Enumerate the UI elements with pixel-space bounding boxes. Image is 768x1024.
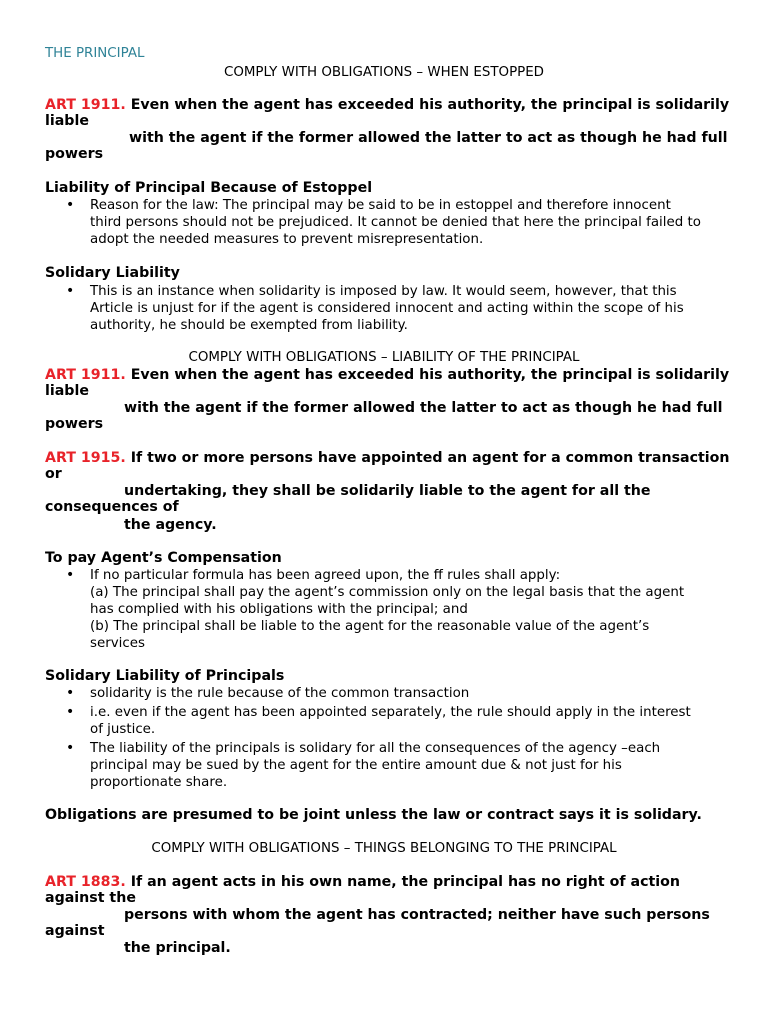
presumption-statement: Obligations are presumed to be joint unless the law or contract says it is solidary. (45, 807, 702, 823)
list-item: Reason for the law: The principal may be said to be in estoppel and therefore innocent (90, 198, 671, 213)
section-heading-liability: COMPLY WITH OBLIGATIONS – LIABILITY OF THE PRINCIPAL (188, 350, 580, 365)
article-number: ART 1883. (45, 874, 126, 890)
subheading-principals: Solidary Liability of Principals (45, 668, 285, 684)
list-item: solidarity is the rule because of the common transaction (90, 686, 470, 701)
art-1915-paragraph: ART 1915. If two or more persons have appointed an agent for a common transaction (45, 450, 730, 466)
section-heading-estopped: COMPLY WITH OBLIGATIONS – WHEN ESTOPPED (223, 65, 544, 80)
bullet-icon: • (66, 704, 75, 720)
article-number: ART 1911. (45, 367, 126, 383)
art-1911-paragraph-2: ART 1911. Even when the agent has exceeded his authority, the principal is solidarily (45, 367, 730, 383)
art-1911-paragraph: ART 1911. Even when the agent has exceeded his authority, the principal is solidarily (45, 97, 730, 113)
subheading-solidary-liability: Solidary Liability (45, 265, 180, 281)
subheading-estoppel: Liability of Principal Because of Estoppel (45, 180, 373, 196)
document-page: THE PRINCIPAL COMPLY WITH OBLIGATIONS – WHEN ESTOPPED ART 1911. Even when the agent has exceeded his authority, the principal is solidarily liable with the agent if the former allowed the latter to act as though he had full powers Liability of Principal Because of Estoppel • Reason for the law: The principal may be said to be in estoppel and therefore innocent third persons should not be prejudiced. It cannot be denied that here the principal failed to adopt the needed measures to prevent misrepresentation. Solidary Liability • This is an instance when solidarity is imposed by law. It would seem, however, that this Article is unjust for if the agent is considered innocent and acting within the scope of his authority, he should be exempted from liability. COMPLY WITH OBLIGATIONS – LIABILITY OF THE PRINCIPAL ART 1911. Even when the agent has exceeded his authority, the principal is solidarily liable with the agent if the former allowed the latter to act as though he had full powers ART 1915. If two or more persons have appointed an agent for a common transaction or undertaking, they shall be solidarily liable to the agent for all the consequences of the agency. To pay Agent’s Compensation • If no particular formula has been agreed upon, the ff rules shall apply: (a) The principal shall pay the agent’s commission only on the legal basis that the agent has complied with his obligations with the principal; and (b) The principal shall be liable to the agent for the reasonable value of the agent’s services Solidary Liability of Principals • solidarity is the rule because of the common transaction • i.e. even if the agent has been appointed separately, the rule should apply in the interest of justice. • The liability of the principals is solidary for all the consequences of the agency –each principal may be sued by the agent for the entire amount due & not just for his proportionate share. Obligations are presumed to be joint unless the law or contract says it is solidary. COMPLY WITH OBLIGATIONS – THINGS BELONGING TO THE PRINCIPAL ART 1883. If an agent acts in his own name, the principal has no right of action against the persons with whom the agent has contracted; neither have such persons against the principal. (0, 0, 768, 1024)
article-number: ART 1911. (45, 97, 126, 113)
list-item: This is an instance when solidarity is imposed by law. It would seem, however, that this (90, 284, 677, 299)
bullet-icon: • (66, 197, 75, 213)
page-title: THE PRINCIPAL (45, 46, 145, 61)
subheading-compensation: To pay Agent’s Compensation (45, 550, 282, 566)
bullet-icon: • (66, 685, 75, 701)
bullet-icon: • (66, 740, 75, 756)
list-item: i.e. even if the agent has been appointed separately, the rule should apply in the interest (90, 705, 691, 720)
art-1883-paragraph: ART 1883. If an agent acts in his own name, the principal has no right of action (45, 874, 680, 890)
list-item: The liability of the principals is solidary for all the consequences of the agency –each (90, 741, 661, 756)
bullet-icon: • (66, 283, 75, 299)
section-heading-things: COMPLY WITH OBLIGATIONS – THINGS BELONGING TO THE PRINCIPAL (151, 841, 617, 856)
list-item: If no particular formula has been agreed upon, the ff rules shall apply: (90, 568, 561, 583)
article-number: ART 1915. (45, 450, 126, 466)
bullet-icon: • (66, 567, 75, 583)
